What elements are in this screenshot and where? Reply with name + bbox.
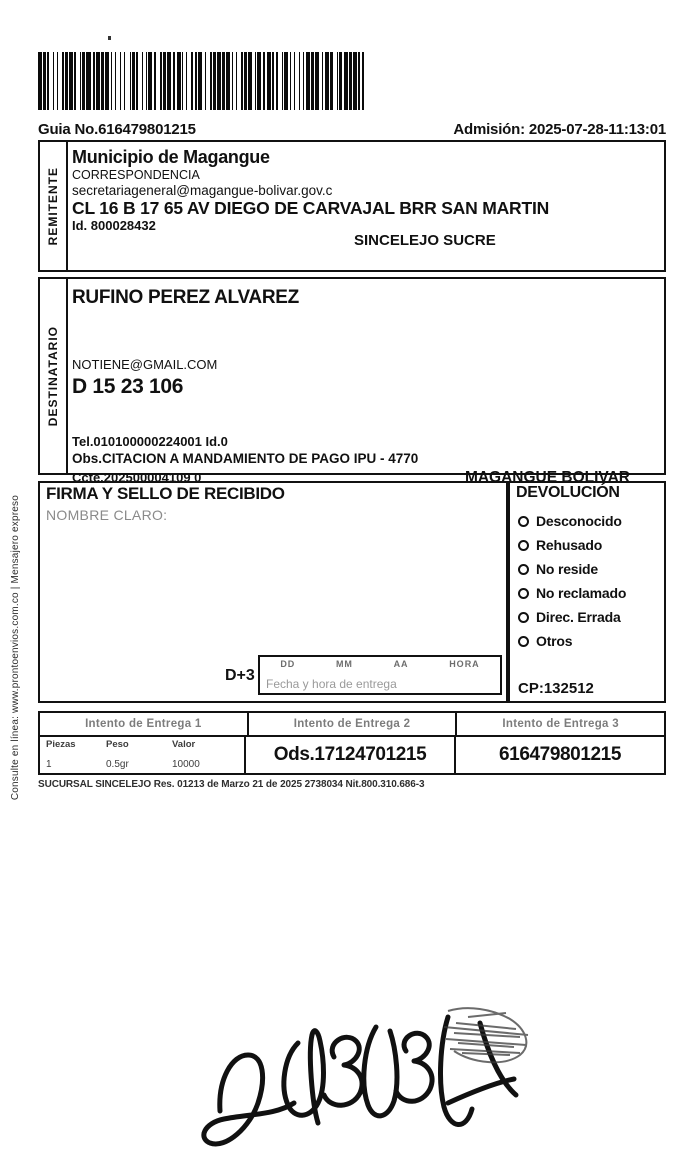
remitente-city: SINCELEJO SUCRE bbox=[354, 232, 496, 249]
destinatario-ccte: Ccte.202500004109 0 bbox=[72, 469, 202, 485]
remitente-name: Municipio de Magangue bbox=[72, 147, 270, 167]
fecha-heads bbox=[260, 659, 500, 669]
radio-icon[interactable] bbox=[518, 516, 529, 527]
destinatario-sidebar-text: DESTINATARIO bbox=[46, 325, 60, 427]
remitente-email: secretariageneral@magangue-bolivar.gov.c bbox=[72, 182, 333, 198]
radio-icon[interactable] bbox=[518, 612, 529, 623]
devolucion-option-label: Desconocido bbox=[536, 513, 622, 529]
intento-entrega-3[interactable]: Intento de Entrega 3 bbox=[455, 711, 666, 737]
destinatario-tel: Tel.010100000224001 Id.0 bbox=[72, 433, 228, 449]
piezas-header-piezas: Piezas bbox=[46, 739, 76, 750]
piezas-values bbox=[46, 759, 240, 770]
nombre-claro-label: NOMBRE CLARO: bbox=[46, 507, 168, 523]
devolucion-option-rehusado[interactable] bbox=[518, 533, 666, 557]
radio-icon[interactable] bbox=[518, 564, 529, 575]
signature-scribble bbox=[148, 983, 548, 1173]
fecha-head-dd: DD bbox=[280, 659, 296, 669]
destinatario-sidebar-label bbox=[40, 279, 68, 473]
fecha-head-aa: AA bbox=[393, 659, 409, 669]
intento-entrega-1[interactable]: Intento de Entrega 1 bbox=[38, 711, 247, 737]
intento-entrega-2[interactable]: Intento de Entrega 2 bbox=[247, 711, 456, 737]
firma-title: FIRMA Y SELLO DE RECIBIDO bbox=[46, 484, 285, 503]
devolucion-option-direc-errada[interactable] bbox=[518, 605, 666, 629]
remitente-box bbox=[38, 140, 666, 272]
destinatario-box bbox=[38, 277, 666, 486]
destinatario-obs: Obs.CITACION A MANDAMIENTO DE PAGO IPU - 4770 bbox=[72, 450, 419, 466]
guia-header bbox=[38, 118, 666, 138]
firma-sello-box[interactable] bbox=[38, 481, 508, 703]
piezas-headers bbox=[46, 739, 240, 750]
fecha-entrega-box[interactable] bbox=[258, 655, 502, 695]
fecha-head-hora: HORA bbox=[449, 659, 480, 669]
destinatario-content bbox=[72, 281, 660, 486]
destinatario-address: D 15 23 106 bbox=[72, 374, 184, 398]
devolucion-option-desconocido[interactable] bbox=[518, 509, 666, 533]
fecha-entrega-caption: Fecha y hora de entrega bbox=[266, 677, 397, 691]
barcode-bar bbox=[362, 52, 363, 110]
destinatario-name: RUFINO PEREZ ALVAREZ bbox=[72, 287, 299, 308]
remitente-sidebar-text: REMITENTE bbox=[46, 166, 60, 246]
piezas-peso-valor-cell bbox=[38, 737, 244, 775]
devolucion-box bbox=[508, 481, 666, 703]
sucursal-footer: SUCURSAL SINCELEJO Res. 01213 de Marzo 21 de 2025 2738034 Nit.800.310.686-3 bbox=[38, 779, 425, 790]
devolucion-title: DEVOLUCIÓN bbox=[516, 484, 620, 501]
radio-icon[interactable] bbox=[518, 540, 529, 551]
admission-datetime: Admisión: 2025-07-28-11:13:01 bbox=[453, 121, 666, 138]
radio-icon[interactable] bbox=[518, 588, 529, 599]
devolucion-options bbox=[518, 509, 666, 653]
devolucion-option-label: Rehusado bbox=[536, 537, 603, 553]
devolucion-option-label: No reclamado bbox=[536, 585, 627, 601]
remitente-id: Id. 800028432 bbox=[72, 218, 156, 234]
devolucion-option-label: Otros bbox=[536, 633, 573, 649]
piezas-value-valor: 10000 bbox=[172, 759, 200, 770]
remitente-content bbox=[72, 144, 660, 268]
guia-number: Guia No.616479801215 bbox=[38, 121, 196, 138]
destinatario-city: MAGANGUE BOLIVAR bbox=[464, 468, 630, 486]
devolucion-option-no-reclamado[interactable] bbox=[518, 581, 666, 605]
dplus-label: D+3 bbox=[225, 667, 255, 684]
piezas-value-peso: 0.5gr bbox=[106, 759, 129, 770]
intentos-entrega-row bbox=[38, 711, 666, 737]
remitente-address: CL 16 B 17 65 AV DIEGO DE CARVAJAL BRR SAN MARTIN bbox=[72, 197, 550, 218]
piezas-value-piezas: 1 bbox=[46, 759, 52, 770]
remitente-sidebar-label bbox=[40, 142, 68, 270]
piezas-header-valor: Valor bbox=[172, 739, 196, 750]
fecha-head-mm: MM bbox=[335, 659, 353, 669]
print-dot-mark bbox=[108, 36, 111, 40]
bottom-info-row bbox=[38, 737, 666, 775]
devolucion-option-label: No reside bbox=[536, 561, 598, 577]
ods-number: Ods.17124701215 bbox=[244, 737, 454, 775]
remitente-dependencia: CORRESPONDENCIA bbox=[72, 168, 200, 183]
piezas-header-peso: Peso bbox=[106, 739, 129, 750]
devolucion-option-label: Direc. Errada bbox=[536, 609, 621, 625]
devolucion-option-no-reside[interactable] bbox=[518, 557, 666, 581]
destinatario-email: NOTIENE@GMAIL.COM bbox=[72, 357, 218, 373]
barcode bbox=[38, 52, 504, 110]
postal-code: CP:132512 bbox=[518, 680, 594, 697]
guia-number-bottom: 616479801215 bbox=[454, 737, 666, 775]
radio-icon[interactable] bbox=[518, 636, 529, 647]
devolucion-option-otros[interactable] bbox=[518, 629, 666, 653]
side-vertical-text: Consulte en línea: www.prontoenvios.com.co | Mensajero expreso bbox=[10, 495, 21, 801]
